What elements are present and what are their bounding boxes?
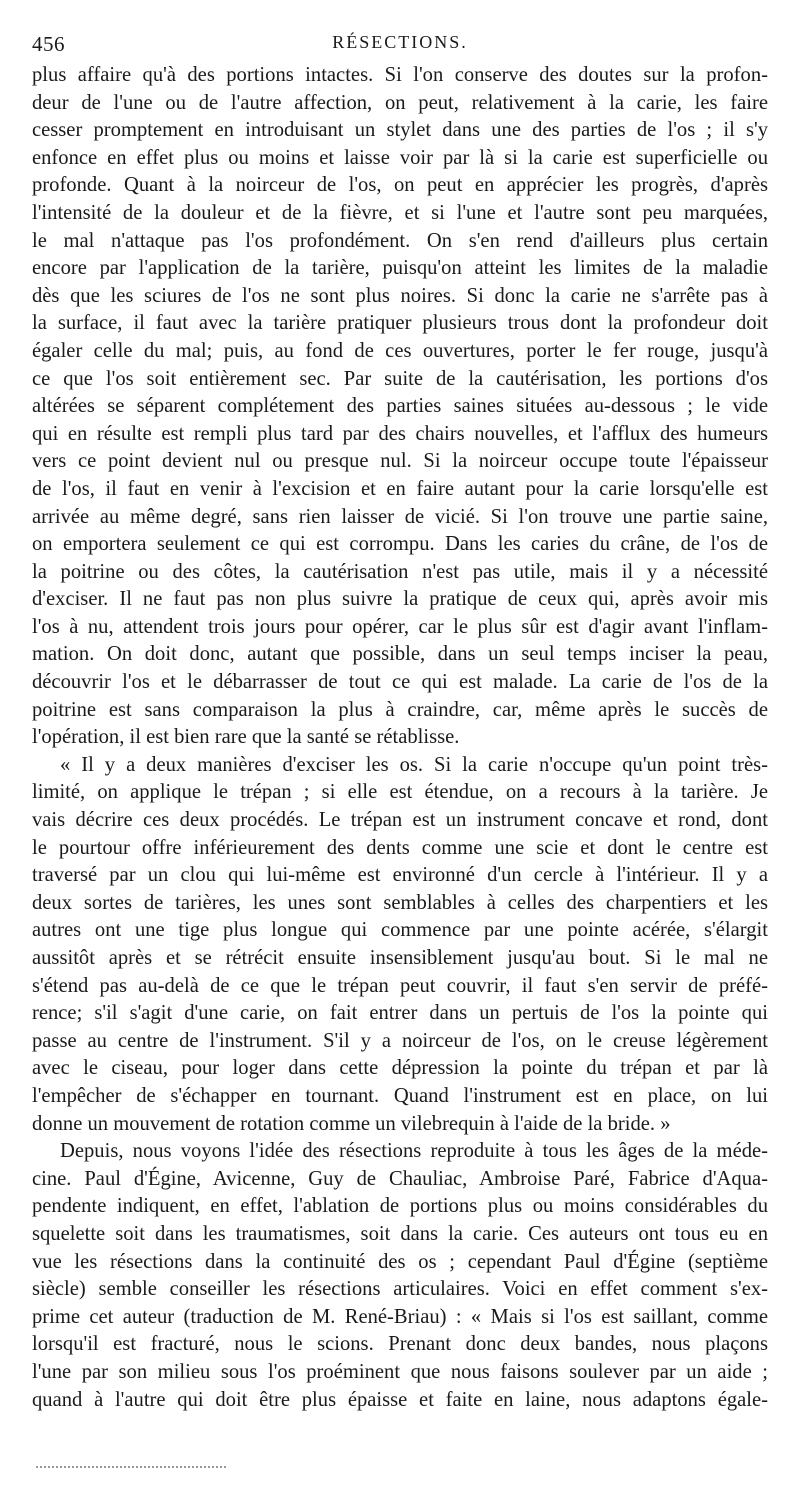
- text-line: l'intensité de la douleur et de la fièvre, et si l'une et l'autre sont peu marquées,: [32, 201, 768, 224]
- section-title: RÉSECTIONS.: [332, 32, 468, 52]
- text-line: égaler celle du mal; puis, au fond de ces ouvertures, porter le fer rouge, jusqu'à: [32, 339, 768, 362]
- text-line: limité, on applique le trépan ; si elle est étendue, on a recours à la tarière. Je: [32, 781, 768, 804]
- text-line: encore par l'application de la tarière, puisqu'on atteint les limites de la maladie: [32, 257, 768, 280]
- text-line: passe au centre de l'instrument. S'il y a noirceur de l'os, on le creuse légèrement: [32, 1029, 768, 1052]
- text-line: deur de l'une ou de l'autre affection, on peut, relativement à la carie, les faire: [32, 91, 768, 114]
- text-line: Depuis, nous voyons l'idée des résections reproduite à tous les âges de la méde-: [60, 1140, 768, 1163]
- text-line: cesser promptement en introduisant un stylet dans une des parties de l'os ; il s'y: [32, 119, 768, 142]
- text-line: l'opération, il est bien rare que la santé se rétablisse.: [32, 726, 460, 749]
- text-line: traversé par un clou qui lui-même est environné d'un cercle à l'intérieur. Il y a: [32, 864, 768, 887]
- text-line: lorsqu'il est fracturé, nous le scions. Prenant donc deux bandes, nous plaçons: [32, 1333, 768, 1356]
- text-line: profonde. Quant à la noirceur de l'os, on peut en apprécier les progrès, d'après: [32, 174, 768, 197]
- text-line: le pourtour offre inférieurement des dents comme une scie et dont le centre est: [32, 836, 768, 859]
- text-line: avec le ciseau, pour loger dans cette dépression la pointe du trépan et par là: [32, 1057, 768, 1080]
- text-line: poitrine est sans comparaison la plus à craindre, car, même après le succès de: [32, 698, 768, 721]
- text-line: vais décrire ces deux procédés. Le trépan est un instrument concave et rond, dont: [32, 809, 768, 832]
- text-line: squelette soit dans les traumatismes, soit dans la carie. Ces auteurs ont tous eu en: [32, 1222, 768, 1245]
- text-line: altérées se séparent complétement des parties saines situées au-dessous ; le vide: [32, 395, 768, 418]
- text-line: pendente indiquent, en effet, l'ablation de portions plus ou moins considérables du: [32, 1195, 768, 1218]
- text-line: l'os à nu, attendent trois jours pour opérer, car le plus sûr est d'agir avant l'inflam-: [32, 615, 768, 638]
- text-line: l'une par son milieu sous l'os proéminent que nous faisons soulever par un aide ;: [32, 1360, 768, 1383]
- running-head: [32, 28, 768, 60]
- text-line: plus affaire qu'à des portions intactes. Si l'on conserve des doutes sur la profon-: [32, 64, 768, 86]
- text-line: donne un mouvement de rotation comme un vilebrequin à l'aide de la bride. »: [32, 1112, 671, 1135]
- text-line: quand à l'autre qui doit être plus épaisse et faite en laine, nous adaptons égale-: [32, 1388, 768, 1411]
- text-line: découvrir l'os et le débarrasser de tout ce qui est malade. La carie de l'os de la: [32, 671, 768, 694]
- text-line: la surface, il faut avec la tarière pratiquer plusieurs trous dont la profondeur doit: [32, 312, 768, 335]
- text-line: qui en résulte est rempli plus tard par des chairs nouvelles, et l'afflux des humeurs: [32, 422, 768, 445]
- text-line: on emportera seulement ce qui est corrompu. Dans les caries du crâne, de l'os de: [32, 533, 768, 556]
- text-line: d'exciser. Il ne faut pas non plus suivre la pratique de ceux qui, après avoir mis: [32, 588, 768, 611]
- text-line: arrivée au même degré, sans rien laisser de vicié. Si l'on trouve une partie saine,: [32, 505, 768, 528]
- book-page: [32, 28, 768, 1414]
- text-line: autres ont une tige plus longue qui commence par une pointe acérée, s'élargit: [32, 919, 768, 942]
- text-line: mation. On doit donc, autant que possible, dans un seul temps inciser la peau,: [32, 643, 768, 666]
- text-line: la poitrine ou des côtes, la cautérisation n'est pas utile, mais il y a nécessité: [32, 560, 768, 583]
- text-line: vue les résections dans la continuité des os ; cependant Paul d'Égine (septième: [32, 1250, 768, 1273]
- text-line: « Il y a deux manières d'exciser les os. Si la carie n'occupe qu'un point très-: [60, 753, 768, 776]
- text-line: prime cet auteur (traduction de M. René-Briau) : « Mais si l'os est saillant, comme: [32, 1305, 768, 1328]
- text-line: siècle) semble conseiller les résections articulaires. Voici en effet comment s'ex-: [32, 1278, 768, 1301]
- text-line: le mal n'attaque pas l'os profondément. On s'en rend d'ailleurs plus certain: [32, 229, 768, 252]
- text-line: de l'os, il faut en venir à l'excision et en faire autant pour la carie lorsqu'elle est: [32, 477, 768, 500]
- text-line: l'empêcher de s'échapper en tournant. Quand l'instrument est en place, on lui: [32, 1084, 768, 1107]
- text-line: s'étend pas au-delà de ce que le trépan peut couvrir, il faut s'en servir de préfé-: [32, 974, 768, 997]
- text-line: cine. Paul d'Égine, Avicenne, Guy de Chauliac, Ambroise Paré, Fabrice d'Aqua-: [32, 1167, 768, 1190]
- text-line: dès que les sciures de l'os ne sont plus noires. Si donc la carie ne s'arrête pas à: [32, 284, 768, 307]
- text-line: deux sortes de tarières, les unes sont semblables à celles des charpentiers et les: [32, 891, 768, 914]
- text-line: vers ce point devient nul ou presque nul. Si la noirceur occupe toute l'épaisseur: [32, 450, 768, 473]
- text-line: ce que l'os soit entièrement sec. Par suite de la cautérisation, les portions d'os: [32, 367, 768, 390]
- footer-rule: [36, 1466, 226, 1468]
- text-line: rence; s'il s'agit d'une carie, on fait entrer dans un pertuis de l'os la pointe qui: [32, 1002, 768, 1025]
- page-number: 456: [32, 32, 65, 56]
- text-line: enfonce en effet plus ou moins et laisse voir par là si la carie est superficielle ou: [32, 146, 768, 169]
- text-line: aussitôt après et se rétrécit ensuite insensiblement jusqu'au bout. Si le mal ne: [32, 947, 768, 969]
- body-text: [32, 62, 768, 1414]
